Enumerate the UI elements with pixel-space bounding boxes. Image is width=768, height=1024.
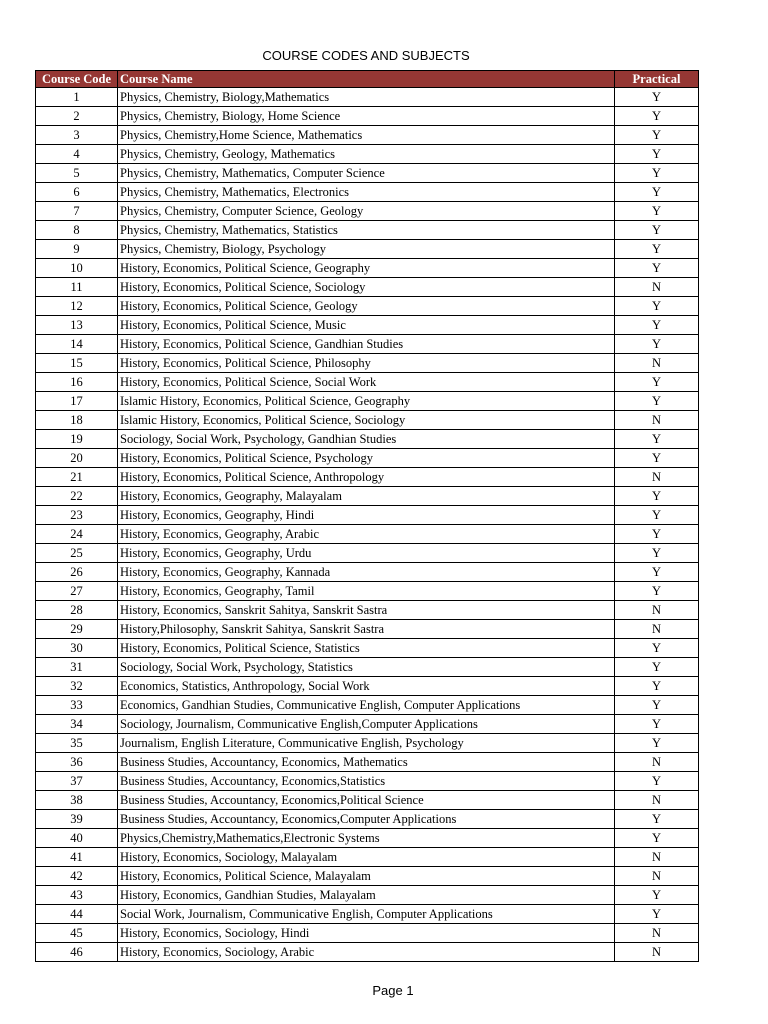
course-name-cell: Physics, Chemistry, Biology, Home Science bbox=[118, 107, 615, 126]
practical-cell: Y bbox=[615, 810, 699, 829]
table-row bbox=[36, 373, 699, 392]
practical-cell: N bbox=[615, 867, 699, 886]
course-name-cell: History, Economics, Political Science, Gandhian Studies bbox=[118, 335, 615, 354]
course-code-cell: 29 bbox=[36, 620, 118, 639]
practical-cell: N bbox=[615, 278, 699, 297]
table-row bbox=[36, 316, 699, 335]
course-code-cell: 33 bbox=[36, 696, 118, 715]
practical-cell: Y bbox=[615, 715, 699, 734]
course-code-cell: 22 bbox=[36, 487, 118, 506]
course-code-cell: 42 bbox=[36, 867, 118, 886]
practical-cell: Y bbox=[615, 373, 699, 392]
practical-cell: Y bbox=[615, 905, 699, 924]
table-row bbox=[36, 658, 699, 677]
course-name-cell: History, Economics, Political Science, Music bbox=[118, 316, 615, 335]
practical-cell: Y bbox=[615, 829, 699, 848]
course-name-cell: Physics, Chemistry, Mathematics, Statistics bbox=[118, 221, 615, 240]
table-row bbox=[36, 202, 699, 221]
practical-cell: N bbox=[615, 354, 699, 373]
practical-cell: N bbox=[615, 468, 699, 487]
course-code-cell: 18 bbox=[36, 411, 118, 430]
table-row bbox=[36, 354, 699, 373]
table-row bbox=[36, 183, 699, 202]
course-name-cell: Islamic History, Economics, Political Science, Geography bbox=[118, 392, 615, 411]
table-row bbox=[36, 145, 699, 164]
course-code-cell: 45 bbox=[36, 924, 118, 943]
practical-cell: Y bbox=[615, 392, 699, 411]
table-row bbox=[36, 449, 699, 468]
course-code-cell: 46 bbox=[36, 943, 118, 962]
page-number: Page 1 bbox=[372, 983, 414, 998]
practical-cell: Y bbox=[615, 126, 699, 145]
practical-cell: N bbox=[615, 943, 699, 962]
course-code-cell: 39 bbox=[36, 810, 118, 829]
course-code-cell: 27 bbox=[36, 582, 118, 601]
practical-cell: Y bbox=[615, 88, 699, 107]
practical-cell: Y bbox=[615, 772, 699, 791]
course-name-cell: History, Economics, Geography, Hindi bbox=[118, 506, 615, 525]
table-row bbox=[36, 943, 699, 962]
course-name-cell: History, Economics, Sanskrit Sahitya, Sanskrit Sastra bbox=[118, 601, 615, 620]
course-name-cell: History, Economics, Political Science, Malayalam bbox=[118, 867, 615, 886]
course-name-cell: History, Economics, Political Science, Geography bbox=[118, 259, 615, 278]
course-code-cell: 2 bbox=[36, 107, 118, 126]
table-row bbox=[36, 278, 699, 297]
practical-cell: Y bbox=[615, 430, 699, 449]
course-code-cell: 11 bbox=[36, 278, 118, 297]
course-code-cell: 1 bbox=[36, 88, 118, 107]
page-title: COURSE CODES AND SUBJECTS bbox=[262, 48, 470, 63]
table-row bbox=[36, 107, 699, 126]
practical-cell: Y bbox=[615, 582, 699, 601]
practical-cell: N bbox=[615, 753, 699, 772]
course-code-cell: 34 bbox=[36, 715, 118, 734]
practical-cell: Y bbox=[615, 734, 699, 753]
table-row bbox=[36, 810, 699, 829]
course-code-cell: 7 bbox=[36, 202, 118, 221]
course-name-cell: Physics, Chemistry, Computer Science, Geology bbox=[118, 202, 615, 221]
table-row bbox=[36, 544, 699, 563]
table-row bbox=[36, 772, 699, 791]
course-code-cell: 32 bbox=[36, 677, 118, 696]
table-row bbox=[36, 620, 699, 639]
table-row bbox=[36, 829, 699, 848]
table-row bbox=[36, 715, 699, 734]
practical-cell: Y bbox=[615, 563, 699, 582]
course-code-cell: 35 bbox=[36, 734, 118, 753]
course-name-cell: History, Economics, Geography, Arabic bbox=[118, 525, 615, 544]
course-name-cell: History, Economics, Sociology, Arabic bbox=[118, 943, 615, 962]
course-code-cell: 15 bbox=[36, 354, 118, 373]
header-course-code: Course Code bbox=[36, 71, 118, 88]
table-row bbox=[36, 563, 699, 582]
table-row bbox=[36, 335, 699, 354]
course-code-cell: 24 bbox=[36, 525, 118, 544]
table-row bbox=[36, 468, 699, 487]
table-row bbox=[36, 696, 699, 715]
course-name-cell: History, Economics, Geography, Urdu bbox=[118, 544, 615, 563]
course-name-cell: Business Studies, Accountancy, Economics, Mathematics bbox=[118, 753, 615, 772]
course-name-cell: Economics, Gandhian Studies, Communicative English, Computer Applications bbox=[118, 696, 615, 715]
table-row bbox=[36, 848, 699, 867]
course-code-cell: 14 bbox=[36, 335, 118, 354]
table-row bbox=[36, 392, 699, 411]
table-row bbox=[36, 525, 699, 544]
course-code-cell: 4 bbox=[36, 145, 118, 164]
table-row bbox=[36, 639, 699, 658]
course-code-cell: 36 bbox=[36, 753, 118, 772]
table-row bbox=[36, 297, 699, 316]
course-code-cell: 10 bbox=[36, 259, 118, 278]
course-code-cell: 25 bbox=[36, 544, 118, 563]
course-name-cell: Physics, Chemistry, Geology, Mathematics bbox=[118, 145, 615, 164]
practical-cell: Y bbox=[615, 544, 699, 563]
table-row bbox=[36, 905, 699, 924]
practical-cell: Y bbox=[615, 886, 699, 905]
course-name-cell: History, Economics, Sociology, Malayalam bbox=[118, 848, 615, 867]
table-row bbox=[36, 259, 699, 278]
course-name-cell: History, Economics, Political Science, Anthropology bbox=[118, 468, 615, 487]
table-row bbox=[36, 734, 699, 753]
course-name-cell: History, Economics, Political Science, Social Work bbox=[118, 373, 615, 392]
table-row bbox=[36, 791, 699, 810]
practical-cell: Y bbox=[615, 107, 699, 126]
table-row bbox=[36, 886, 699, 905]
practical-cell: Y bbox=[615, 487, 699, 506]
course-code-cell: 41 bbox=[36, 848, 118, 867]
practical-cell: Y bbox=[615, 316, 699, 335]
practical-cell: Y bbox=[615, 164, 699, 183]
table-row bbox=[36, 430, 699, 449]
course-name-cell: Physics,Chemistry,Mathematics,Electronic Systems bbox=[118, 829, 615, 848]
table-row bbox=[36, 221, 699, 240]
course-code-cell: 16 bbox=[36, 373, 118, 392]
practical-cell: N bbox=[615, 924, 699, 943]
course-name-cell: Physics, Chemistry,Home Science, Mathematics bbox=[118, 126, 615, 145]
course-code-cell: 9 bbox=[36, 240, 118, 259]
practical-cell: Y bbox=[615, 525, 699, 544]
course-code-cell: 6 bbox=[36, 183, 118, 202]
course-name-cell: Social Work, Journalism, Communicative English, Computer Applications bbox=[118, 905, 615, 924]
table-row bbox=[36, 411, 699, 430]
practical-cell: Y bbox=[615, 240, 699, 259]
course-name-cell: History, Economics, Political Science, Geology bbox=[118, 297, 615, 316]
course-code-cell: 40 bbox=[36, 829, 118, 848]
course-name-cell: History, Economics, Political Science, Sociology bbox=[118, 278, 615, 297]
table-row bbox=[36, 601, 699, 620]
practical-cell: Y bbox=[615, 183, 699, 202]
course-name-cell: History, Economics, Political Science, Philosophy bbox=[118, 354, 615, 373]
practical-cell: Y bbox=[615, 297, 699, 316]
course-name-cell: Physics, Chemistry, Mathematics, Electronics bbox=[118, 183, 615, 202]
table-row bbox=[36, 240, 699, 259]
course-code-cell: 13 bbox=[36, 316, 118, 335]
course-name-cell: Economics, Statistics, Anthropology, Social Work bbox=[118, 677, 615, 696]
course-code-cell: 5 bbox=[36, 164, 118, 183]
practical-cell: Y bbox=[615, 202, 699, 221]
table-row bbox=[36, 126, 699, 145]
course-name-cell: Sociology, Social Work, Psychology, Statistics bbox=[118, 658, 615, 677]
practical-cell: Y bbox=[615, 639, 699, 658]
course-code-cell: 8 bbox=[36, 221, 118, 240]
table-row bbox=[36, 582, 699, 601]
course-name-cell: History, Economics, Geography, Malayalam bbox=[118, 487, 615, 506]
table-row bbox=[36, 677, 699, 696]
course-name-cell: Physics, Chemistry, Mathematics, Computer Science bbox=[118, 164, 615, 183]
course-name-cell: History, Economics, Political Science, Statistics bbox=[118, 639, 615, 658]
course-name-cell: History, Economics, Sociology, Hindi bbox=[118, 924, 615, 943]
course-code-cell: 19 bbox=[36, 430, 118, 449]
practical-cell: N bbox=[615, 848, 699, 867]
course-code-cell: 20 bbox=[36, 449, 118, 468]
course-code-cell: 21 bbox=[36, 468, 118, 487]
course-code-cell: 43 bbox=[36, 886, 118, 905]
header-course-name: Course Name bbox=[118, 71, 615, 88]
table-row bbox=[36, 867, 699, 886]
course-name-cell: Sociology, Journalism, Communicative English,Computer Applications bbox=[118, 715, 615, 734]
course-name-cell: Business Studies, Accountancy, Economics,Statistics bbox=[118, 772, 615, 791]
course-table bbox=[35, 70, 699, 962]
course-name-cell: Journalism, English Literature, Communicative English, Psychology bbox=[118, 734, 615, 753]
practical-cell: N bbox=[615, 411, 699, 430]
practical-cell: Y bbox=[615, 145, 699, 164]
course-name-cell: History, Economics, Geography, Kannada bbox=[118, 563, 615, 582]
course-code-cell: 31 bbox=[36, 658, 118, 677]
course-code-cell: 26 bbox=[36, 563, 118, 582]
course-name-cell: History, Economics, Political Science, Psychology bbox=[118, 449, 615, 468]
course-code-cell: 28 bbox=[36, 601, 118, 620]
practical-cell: Y bbox=[615, 506, 699, 525]
table-row bbox=[36, 506, 699, 525]
course-code-cell: 3 bbox=[36, 126, 118, 145]
practical-cell: Y bbox=[615, 221, 699, 240]
table-body bbox=[36, 88, 699, 962]
course-code-cell: 30 bbox=[36, 639, 118, 658]
course-code-cell: 23 bbox=[36, 506, 118, 525]
course-code-cell: 44 bbox=[36, 905, 118, 924]
course-code-cell: 17 bbox=[36, 392, 118, 411]
table-header-row bbox=[36, 71, 699, 88]
course-name-cell: Business Studies, Accountancy, Economics,Computer Applications bbox=[118, 810, 615, 829]
course-name-cell: Physics, Chemistry, Biology, Psychology bbox=[118, 240, 615, 259]
course-name-cell: History, Economics, Gandhian Studies, Malayalam bbox=[118, 886, 615, 905]
course-code-cell: 37 bbox=[36, 772, 118, 791]
course-code-cell: 38 bbox=[36, 791, 118, 810]
course-name-cell: Physics, Chemistry, Biology,Mathematics bbox=[118, 88, 615, 107]
course-name-cell: Islamic History, Economics, Political Science, Sociology bbox=[118, 411, 615, 430]
table-row bbox=[36, 164, 699, 183]
table-row bbox=[36, 487, 699, 506]
practical-cell: Y bbox=[615, 677, 699, 696]
practical-cell: N bbox=[615, 791, 699, 810]
practical-cell: N bbox=[615, 620, 699, 639]
header-practical: Practical bbox=[615, 71, 699, 88]
practical-cell: Y bbox=[615, 449, 699, 468]
practical-cell: N bbox=[615, 601, 699, 620]
course-code-cell: 12 bbox=[36, 297, 118, 316]
course-name-cell: Sociology, Social Work, Psychology, Gandhian Studies bbox=[118, 430, 615, 449]
course-name-cell: History, Economics, Geography, Tamil bbox=[118, 582, 615, 601]
course-name-cell: Business Studies, Accountancy, Economics,Political Science bbox=[118, 791, 615, 810]
table-row bbox=[36, 753, 699, 772]
practical-cell: Y bbox=[615, 696, 699, 715]
practical-cell: Y bbox=[615, 658, 699, 677]
practical-cell: Y bbox=[615, 335, 699, 354]
table-row bbox=[36, 88, 699, 107]
table-row bbox=[36, 924, 699, 943]
practical-cell: Y bbox=[615, 259, 699, 278]
course-name-cell: History,Philosophy, Sanskrit Sahitya, Sanskrit Sastra bbox=[118, 620, 615, 639]
